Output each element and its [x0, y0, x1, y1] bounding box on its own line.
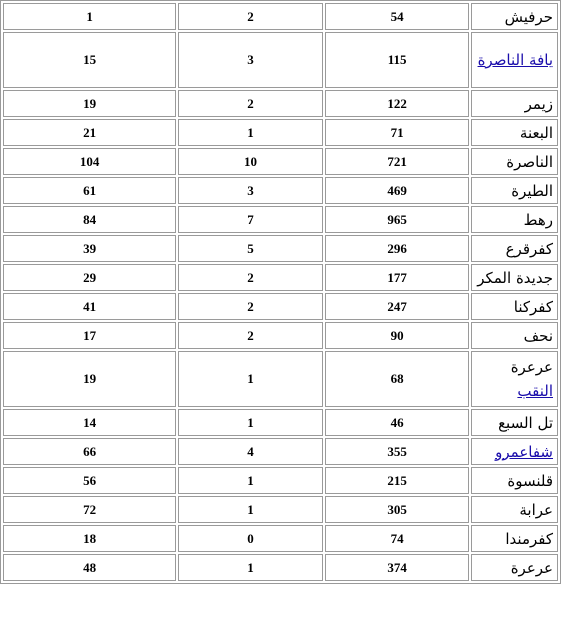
value-cell-col2: 10 — [178, 148, 323, 175]
town-name-cell — [471, 496, 558, 523]
town-name-cell[interactable] — [471, 438, 558, 465]
value-cell-col3: 41 — [3, 293, 176, 320]
table-row — [3, 293, 558, 320]
value-cell-col1: 71 — [325, 119, 470, 146]
town-name: الطيرة — [511, 181, 553, 200]
town-name: عرعرة — [510, 558, 553, 577]
table-row — [3, 148, 558, 175]
town-name: قلنسوة — [507, 471, 553, 490]
value-cell-col3: 56 — [3, 467, 176, 494]
value-cell-col3: 19 — [3, 351, 176, 407]
value-cell-col1: 68 — [325, 351, 470, 407]
table-row — [3, 409, 558, 436]
table-row — [3, 3, 558, 30]
town-name-cell — [471, 351, 558, 407]
town-name-cell — [471, 467, 558, 494]
value-cell-col3: 72 — [3, 496, 176, 523]
value-cell-col3: 48 — [3, 554, 176, 581]
town-link[interactable]: النقب — [517, 382, 553, 400]
value-cell-col3: 84 — [3, 206, 176, 233]
value-cell-col2: 7 — [178, 206, 323, 233]
table-row — [3, 90, 558, 117]
value-cell-col2: 2 — [178, 293, 323, 320]
value-cell-col2: 5 — [178, 235, 323, 262]
value-cell-col1: 965 — [325, 206, 470, 233]
town-name: تل السبع — [498, 413, 553, 432]
town-name-cell — [471, 525, 558, 552]
town-name: حرفيش — [504, 7, 553, 26]
town-name: كفرمندا — [505, 529, 553, 548]
value-cell-col1: 177 — [325, 264, 470, 291]
value-cell-col1: 305 — [325, 496, 470, 523]
town-name: عرعرة — [510, 358, 553, 376]
value-cell-col3: 29 — [3, 264, 176, 291]
value-cell-col3: 1 — [3, 3, 176, 30]
town-name-cell — [471, 293, 558, 320]
town-name-cell — [471, 206, 558, 233]
value-cell-col1: 355 — [325, 438, 470, 465]
town-name-cell — [471, 148, 558, 175]
table-row — [3, 235, 558, 262]
value-cell-col1: 374 — [325, 554, 470, 581]
table-row — [3, 554, 558, 581]
value-cell-col3: 18 — [3, 525, 176, 552]
value-cell-col2: 4 — [178, 438, 323, 465]
table-row — [3, 351, 558, 407]
value-cell-col1: 721 — [325, 148, 470, 175]
value-cell-col1: 215 — [325, 467, 470, 494]
value-cell-col2: 1 — [178, 496, 323, 523]
value-cell-col2: 2 — [178, 90, 323, 117]
value-cell-col3: 39 — [3, 235, 176, 262]
town-name: جديدة المكر — [477, 268, 553, 287]
table-row — [3, 525, 558, 552]
value-cell-col1: 247 — [325, 293, 470, 320]
value-cell-col2: 2 — [178, 322, 323, 349]
table-row — [3, 438, 558, 465]
town-name: كفركنا — [513, 297, 553, 316]
town-name-cell[interactable] — [471, 32, 558, 88]
table-row — [3, 496, 558, 523]
table-row — [3, 206, 558, 233]
value-cell-col3: 19 — [3, 90, 176, 117]
value-cell-col1: 469 — [325, 177, 470, 204]
value-cell-col1: 296 — [325, 235, 470, 262]
value-cell-col1: 54 — [325, 3, 470, 30]
value-cell-col2: 1 — [178, 351, 323, 407]
town-link[interactable]: شفاعمرو — [495, 442, 553, 461]
value-cell-col1: 122 — [325, 90, 470, 117]
town-name-cell — [471, 235, 558, 262]
value-cell-col2: 1 — [178, 467, 323, 494]
table-row — [3, 177, 558, 204]
value-cell-col2: 1 — [178, 554, 323, 581]
value-cell-col2: 1 — [178, 119, 323, 146]
table-row — [3, 119, 558, 146]
value-cell-col2: 2 — [178, 264, 323, 291]
value-cell-col1: 74 — [325, 525, 470, 552]
town-name: زيمر — [524, 94, 553, 113]
town-name: الناصرة — [506, 152, 553, 171]
table-row — [3, 467, 558, 494]
town-name: نحف — [523, 326, 553, 345]
town-name: عرابة — [519, 500, 553, 519]
town-name: البعنة — [519, 123, 553, 142]
town-link[interactable]: يافة الناصرة — [477, 51, 553, 69]
value-cell-col2: 2 — [178, 3, 323, 30]
value-cell-col3: 14 — [3, 409, 176, 436]
value-cell-col3: 66 — [3, 438, 176, 465]
value-cell-col2: 3 — [178, 32, 323, 88]
value-cell-col1: 46 — [325, 409, 470, 436]
town-name-cell — [471, 119, 558, 146]
town-name: كفرقرع — [505, 239, 553, 258]
town-name-cell — [471, 554, 558, 581]
value-cell-col1: 115 — [325, 32, 470, 88]
table-row — [3, 32, 558, 88]
table-body — [3, 3, 558, 581]
value-cell-col2: 0 — [178, 525, 323, 552]
table-row — [3, 322, 558, 349]
town-name-cell — [471, 177, 558, 204]
table-row — [3, 264, 558, 291]
town-name-cell — [471, 322, 558, 349]
value-cell-col3: 15 — [3, 32, 176, 88]
town-name-cell — [471, 409, 558, 436]
town-name-cell — [471, 3, 558, 30]
town-name-cell — [471, 90, 558, 117]
town-name: رهط — [523, 210, 553, 229]
value-cell-col3: 61 — [3, 177, 176, 204]
town-name-cell — [471, 264, 558, 291]
value-cell-col3: 17 — [3, 322, 176, 349]
value-cell-col3: 21 — [3, 119, 176, 146]
value-cell-col3: 104 — [3, 148, 176, 175]
value-cell-col2: 3 — [178, 177, 323, 204]
value-cell-col2: 1 — [178, 409, 323, 436]
value-cell-col1: 90 — [325, 322, 470, 349]
